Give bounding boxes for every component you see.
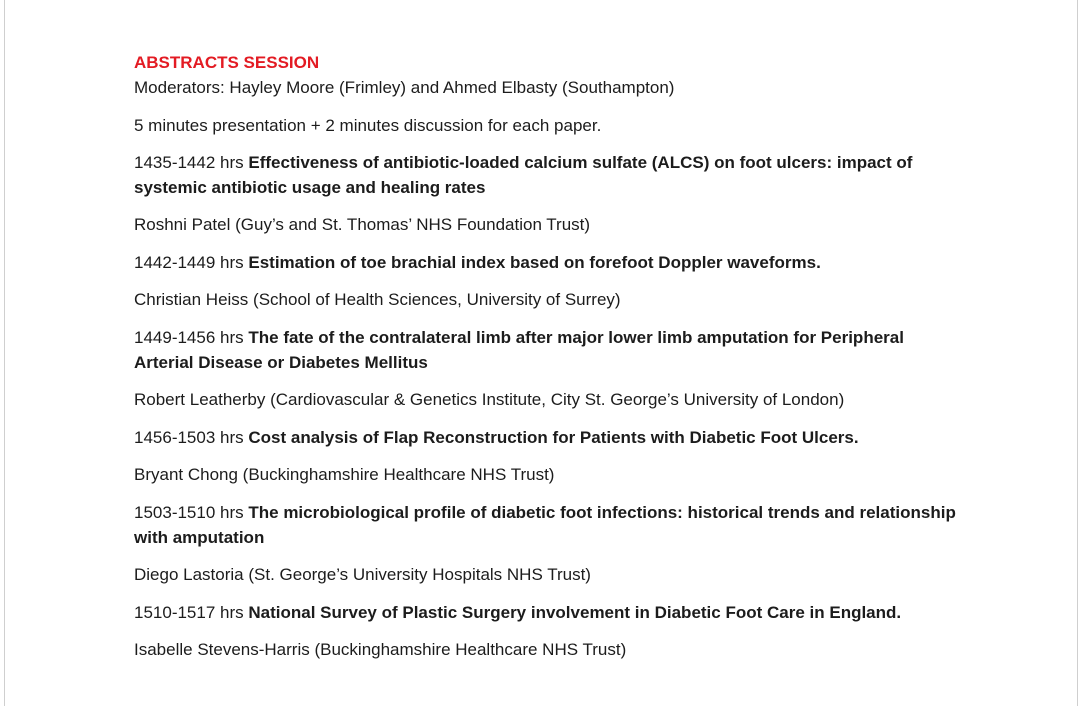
paper-presenter: Christian Heiss (School of Health Sciences, University of Surrey): [134, 290, 621, 309]
paper-entry: [134, 250, 964, 312]
paper-title: The microbiological profile of diabetic foot infections: historical trends and relationship with amputation: [134, 503, 956, 547]
paper-entry: [134, 500, 964, 587]
paper-time: 1449-1456 hrs: [134, 328, 249, 347]
paper-presenter: Isabelle Stevens-Harris (Buckinghamshire Healthcare NHS Trust): [134, 640, 627, 659]
paper-title: Estimation of toe brachial index based on forefoot Doppler waveforms.: [248, 253, 821, 272]
paper-presenter: Robert Leatherby (Cardiovascular & Genetics Institute, City St. George’s University of London): [134, 390, 845, 409]
paper-heading: [134, 250, 964, 275]
session-title: ABSTRACTS SESSION: [134, 53, 320, 72]
paper-time: 1503-1510 hrs: [134, 503, 249, 522]
paper-heading: [134, 150, 964, 200]
paper-title: Effectiveness of antibiotic-loaded calcium sulfate (ALCS) on foot ulcers: impact of systemic antibiotic usage and healing rates: [134, 153, 913, 197]
paper-presenter: Diego Lastoria (St. George’s University Hospitals NHS Trust): [134, 565, 591, 584]
paper-title: Cost analysis of Flap Reconstruction for Patients with Diabetic Foot Ulcers.: [248, 428, 859, 447]
session-moderators: Moderators: Hayley Moore (Frimley) and Ahmed Elbasty (Southampton): [134, 78, 675, 97]
paper-presenter: Roshni Patel (Guy’s and St. Thomas’ NHS Foundation Trust): [134, 215, 591, 234]
paper-time: 1435-1442 hrs: [134, 153, 249, 172]
paper-heading: [134, 500, 964, 550]
paper-entry: [134, 600, 964, 662]
paper-presenter: Bryant Chong (Buckinghamshire Healthcare NHS Trust): [134, 465, 555, 484]
paper-heading: [134, 425, 964, 450]
document-page: [4, 0, 1078, 706]
paper-title: The fate of the contralateral limb after major lower limb amputation for Peripheral Arterial Disease or Diabetes Mellitus: [134, 328, 904, 372]
paper-entry: [134, 325, 964, 412]
paper-time: 1442-1449 hrs: [134, 253, 249, 272]
paper-entry: [134, 150, 964, 237]
paper-time: 1456-1503 hrs: [134, 428, 249, 447]
paper-time: 1510-1517 hrs: [134, 603, 249, 622]
paper-title: National Survey of Plastic Surgery involvement in Diabetic Foot Care in England.: [248, 603, 902, 622]
session-content: [134, 50, 964, 675]
paper-entry: [134, 425, 964, 487]
paper-heading: [134, 325, 964, 375]
paper-heading: [134, 600, 964, 625]
session-instructions: 5 minutes presentation + 2 minutes discussion for each paper.: [134, 116, 602, 135]
